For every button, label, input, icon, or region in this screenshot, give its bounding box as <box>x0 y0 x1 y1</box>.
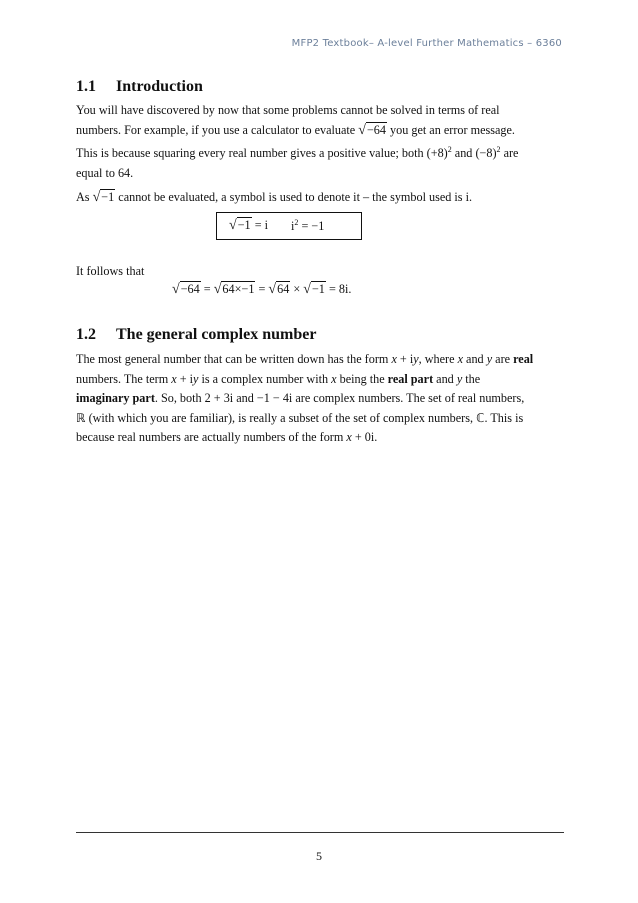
footer-rule <box>76 832 564 833</box>
complex-line-3: imaginary part. So, both 2 + 3i and −1 − 4i are complex numbers. The set of real numbers, <box>76 391 525 405</box>
page-number: 5 <box>316 849 322 863</box>
section-title: The general complex number <box>116 326 317 343</box>
sqrt-minus-64: √−64 <box>358 122 386 138</box>
complex-numbers-symbol: ℂ <box>476 410 485 425</box>
real-numbers-symbol: ℝ <box>76 410 86 425</box>
complex-number-paragraph <box>76 350 564 448</box>
definition-sqrt-equals-i: √−1 = i <box>229 218 269 233</box>
intro-paragraph <box>76 101 564 183</box>
section-number: 1.2 <box>76 326 96 343</box>
minus-8-squared: $(-8)^2$ <box>475 145 501 160</box>
intro-line-1: You will have discovered by now that some problems cannot be solved in terms of real <box>76 103 500 117</box>
definition-i-squared: $i^2 = -1$ <box>291 218 325 233</box>
complex-line-4: ℝ (with which you are familiar), is really a subset of the set of complex numbers, ℂ. This is <box>76 410 524 425</box>
intro-line-4: equal to 64. <box>76 165 134 180</box>
section-heading-general-complex-number <box>76 326 316 344</box>
plus-8-squared: $(+8)^2$ <box>426 145 452 160</box>
section-number: 1.1 <box>76 78 96 95</box>
sqrt-minus-one-paragraph: As √−1 cannot be evaluated, a symbol is used to denote it – the symbol used is i. <box>76 190 473 205</box>
complex-line-2: numbers. The term x + iy is a complex number with x being the real part and y the <box>76 371 481 386</box>
section-title: Introduction <box>116 78 203 95</box>
sqrt-minus-1: √−1 <box>92 190 115 205</box>
section-heading-introduction <box>76 78 203 96</box>
intro-line-3: This is because squaring every real number gives a positive value; both $(+8)^2$ and $(-8)^2$ are <box>76 145 519 160</box>
complex-line-1: The most general number that can be written down has the form x + iy, where x and y are real <box>76 352 534 366</box>
intro-line-2: numbers. For example, if you use a calculator to evaluate √−64 you get an error message. <box>76 122 515 138</box>
display-equation: √−64 = √64×−1 = √64 × √−1 = 8i. <box>172 282 352 297</box>
definition-box <box>216 212 362 240</box>
complex-line-5: because real numbers are actually numbers of the form x + 0i. <box>76 430 378 444</box>
running-header: MFP2 Textbook– A-level Further Mathematics – 6360 <box>291 38 562 49</box>
follows-text: It follows that <box>76 264 145 278</box>
